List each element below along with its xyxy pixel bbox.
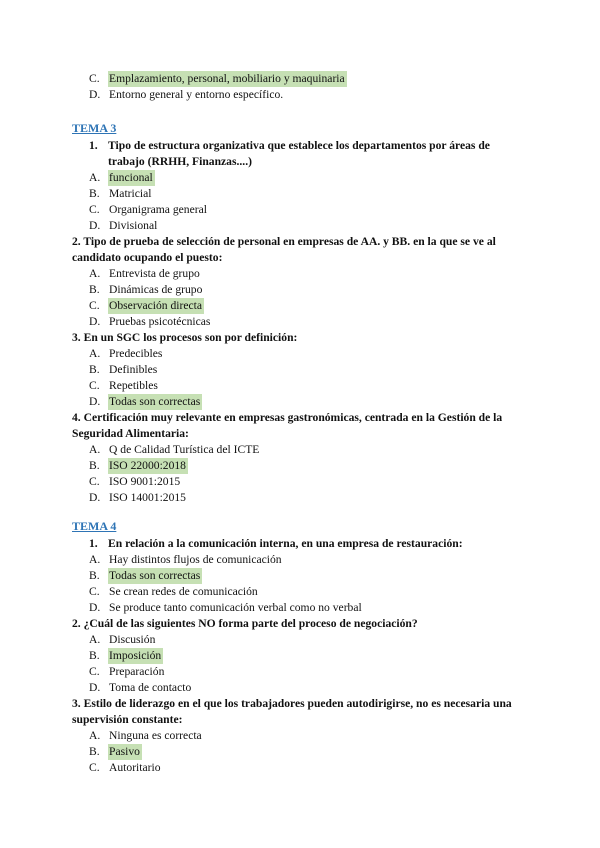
option-text: ISO 9001:2015 bbox=[109, 475, 181, 488]
option-letter: B. bbox=[89, 283, 100, 296]
option-letter: C. bbox=[89, 299, 100, 312]
option bbox=[0, 298, 600, 314]
option-text: Se crean redes de comunicación bbox=[109, 585, 258, 598]
option bbox=[0, 442, 600, 458]
option-letter: C. bbox=[89, 585, 100, 598]
option-letter: C. bbox=[89, 379, 100, 392]
option-text: Imposición bbox=[109, 649, 162, 662]
question-3: 3. Estilo de liderazgo en el que los trabajadores pueden autodirigirse, no es necesaria una supervisión constante: bbox=[72, 697, 512, 726]
option bbox=[0, 378, 600, 394]
question-3: 3. En un SGC los procesos son por definición: bbox=[72, 331, 298, 344]
option-letter: B. bbox=[89, 459, 100, 472]
option-text: Definibles bbox=[109, 363, 158, 376]
option-letter: B. bbox=[89, 187, 100, 200]
option-letter: B. bbox=[89, 745, 100, 758]
option-letter: A. bbox=[89, 443, 101, 456]
option bbox=[0, 490, 600, 506]
question-2: 2. Tipo de prueba de selección de personal en empresas de AA. y BB. en la que se ve al candidato ocupando el puesto: bbox=[72, 235, 496, 264]
option-letter: A. bbox=[89, 267, 101, 280]
option-text: ISO 22000:2018 bbox=[109, 459, 186, 472]
question-2: 2. ¿Cuál de las siguientes NO forma parte del proceso de negociación? bbox=[72, 617, 418, 630]
option bbox=[0, 584, 600, 600]
option-text: Autoritario bbox=[109, 761, 161, 774]
option bbox=[0, 87, 600, 103]
option-text: Emplazamiento, personal, mobiliario y maquinaria bbox=[109, 72, 345, 85]
option bbox=[0, 744, 600, 760]
option-text: Todas son correctas bbox=[109, 395, 201, 408]
option-text: Dinámicas de grupo bbox=[109, 283, 203, 296]
option-letter: D. bbox=[89, 315, 101, 328]
option-letter: A. bbox=[89, 171, 101, 184]
section-heading: TEMA 3 bbox=[72, 121, 117, 135]
option-text: Repetibles bbox=[109, 379, 158, 392]
tema-4-section bbox=[0, 518, 600, 776]
option bbox=[0, 664, 600, 680]
option-letter: C. bbox=[89, 203, 100, 216]
option-text: Todas son correctas bbox=[109, 569, 201, 582]
option-letter: C. bbox=[89, 72, 100, 85]
option bbox=[0, 648, 600, 664]
option bbox=[0, 632, 600, 648]
option-text: Divisional bbox=[109, 219, 158, 232]
option bbox=[0, 170, 600, 186]
option-letter: B. bbox=[89, 569, 100, 582]
option-letter: C. bbox=[89, 665, 100, 678]
option bbox=[0, 346, 600, 362]
option bbox=[0, 680, 600, 696]
option-text: Se produce tanto comunicación verbal como no verbal bbox=[109, 601, 362, 614]
option bbox=[0, 458, 600, 474]
option-text: Entrevista de grupo bbox=[109, 267, 200, 280]
option bbox=[0, 282, 600, 298]
option-letter: D. bbox=[89, 395, 101, 408]
option-letter: A. bbox=[89, 347, 101, 360]
option-letter: D. bbox=[89, 88, 101, 101]
option-letter: D. bbox=[89, 601, 101, 614]
option bbox=[0, 202, 600, 218]
option bbox=[0, 71, 600, 87]
option-letter: B. bbox=[89, 649, 100, 662]
option bbox=[0, 266, 600, 282]
option-text: Entorno general y entorno específico. bbox=[109, 88, 284, 101]
option bbox=[0, 186, 600, 202]
option bbox=[0, 362, 600, 378]
option-text: Organigrama general bbox=[109, 203, 207, 216]
question-1 bbox=[0, 138, 600, 170]
option-letter: A. bbox=[89, 633, 101, 646]
option-text: Matricial bbox=[109, 187, 152, 200]
option-text: Ninguna es correcta bbox=[109, 729, 202, 742]
option bbox=[0, 568, 600, 584]
option bbox=[0, 760, 600, 776]
prev-question-options bbox=[0, 71, 600, 103]
option-letter: D. bbox=[89, 219, 101, 232]
question-number: 1. bbox=[89, 537, 98, 550]
question-4: 4. Certificación muy relevante en empresas gastronómicas, centrada en la Gestión de la Seguridad Alimentaria: bbox=[72, 411, 503, 440]
tema-3-section bbox=[0, 120, 600, 506]
option-letter: C. bbox=[89, 475, 100, 488]
option-letter: A. bbox=[89, 553, 101, 566]
option-text: Predecibles bbox=[109, 347, 163, 360]
option-letter: A. bbox=[89, 729, 101, 742]
option-text: Toma de contacto bbox=[109, 681, 192, 694]
option bbox=[0, 600, 600, 616]
option-text: Observación directa bbox=[109, 299, 203, 312]
question-text: En relación a la comunicación interna, en una empresa de restauración: bbox=[108, 537, 463, 550]
question-text: Tipo de estructura organizativa que establece los departamentos por áreas de trabajo (RRHH, Finanzas....) bbox=[108, 139, 490, 168]
option bbox=[0, 394, 600, 410]
option-letter: D. bbox=[89, 491, 101, 504]
option bbox=[0, 728, 600, 744]
question-number: 1. bbox=[89, 139, 98, 152]
option-text: funcional bbox=[109, 171, 153, 184]
option-letter: C. bbox=[89, 761, 100, 774]
option-text: Preparación bbox=[109, 665, 165, 678]
option bbox=[0, 552, 600, 568]
option-text: Pruebas psicotécnicas bbox=[109, 315, 211, 328]
option-text: ISO 14001:2015 bbox=[109, 491, 186, 504]
question-1 bbox=[0, 536, 600, 552]
option-letter: B. bbox=[89, 363, 100, 376]
option bbox=[0, 218, 600, 234]
option-text: Q de Calidad Turística del ICTE bbox=[109, 443, 260, 456]
option-letter: D. bbox=[89, 681, 101, 694]
option-text: Discusión bbox=[109, 633, 156, 646]
option bbox=[0, 314, 600, 330]
section-heading: TEMA 4 bbox=[72, 519, 117, 533]
option bbox=[0, 474, 600, 490]
option-text: Pasivo bbox=[109, 745, 140, 758]
option-text: Hay distintos flujos de comunicación bbox=[109, 553, 282, 566]
